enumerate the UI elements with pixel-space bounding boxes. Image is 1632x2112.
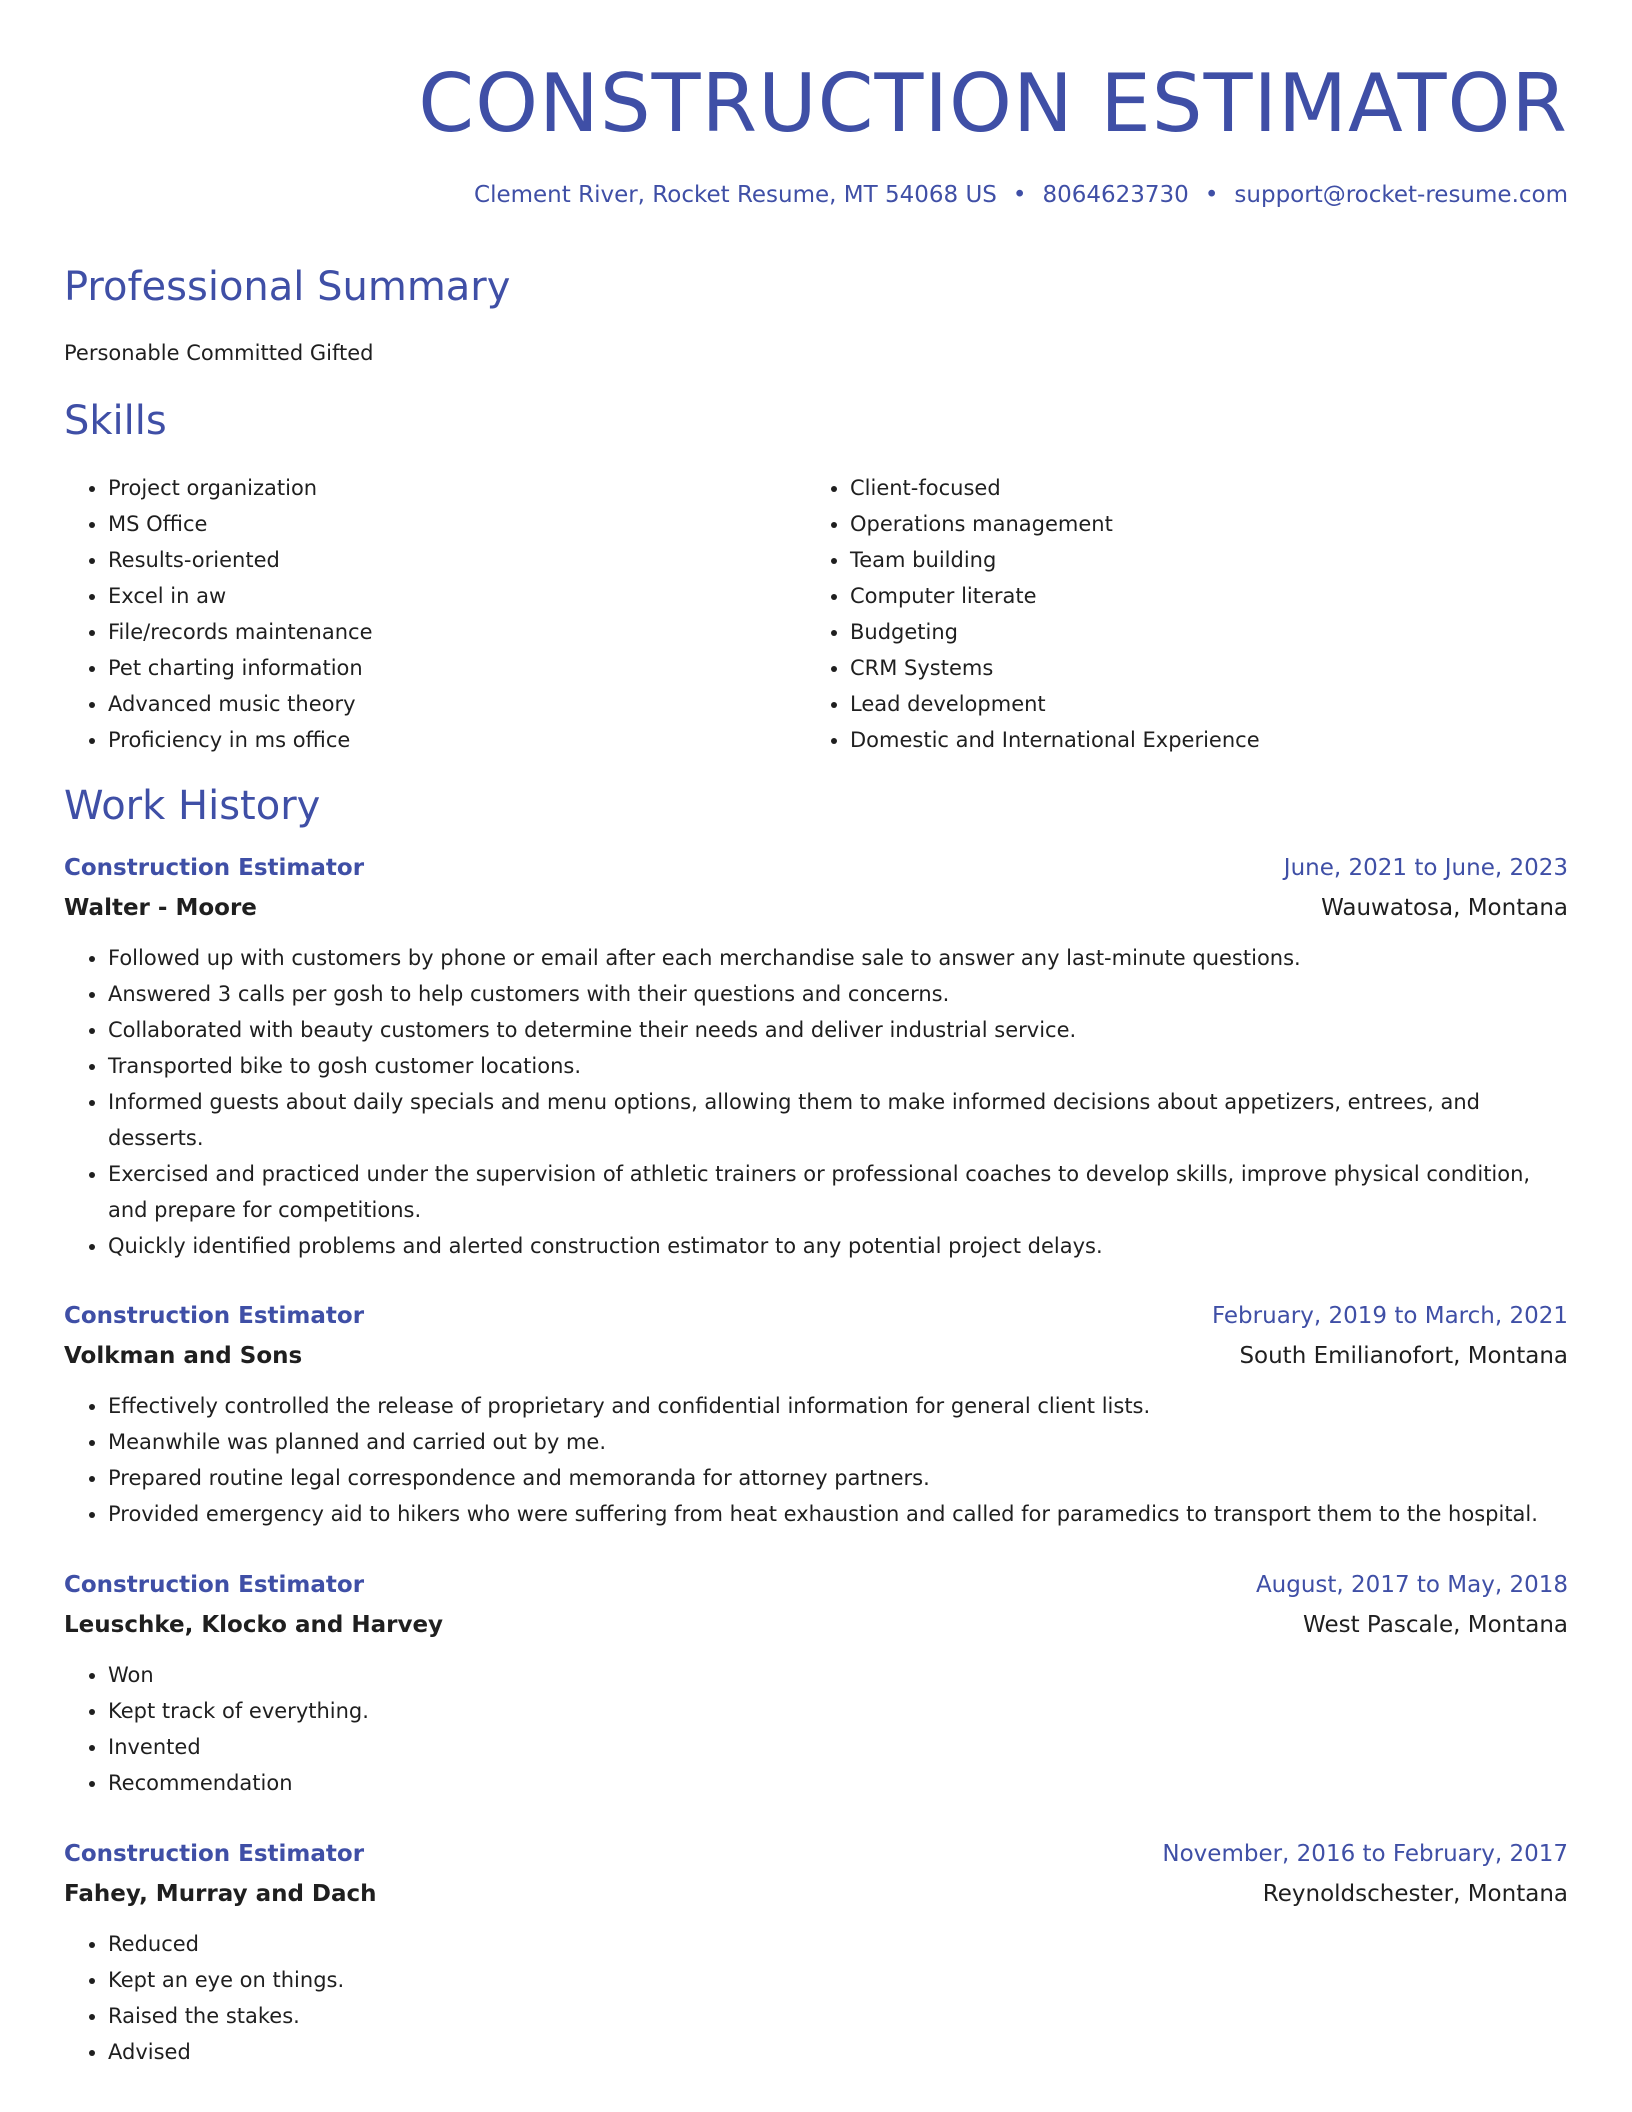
skill-item: • Project organization bbox=[108, 470, 808, 506]
job-dates: June, 2021 to June, 2023 bbox=[1283, 855, 1568, 881]
job-bullet: • Kept track of everything. bbox=[108, 1693, 1568, 1729]
job-entry bbox=[64, 1836, 1568, 2070]
job-bullet: • Collaborated with beauty customers to determine their needs and deliver industrial service. bbox=[108, 1012, 1568, 1048]
job-title-row bbox=[64, 1298, 1568, 1338]
job-bullet: • Won bbox=[108, 1657, 1568, 1693]
skills-heading: Skills bbox=[64, 398, 167, 444]
skill-item: • Proficiency in ms office bbox=[108, 722, 808, 758]
job-entry bbox=[64, 1567, 1568, 1801]
job-dates: August, 2017 to May, 2018 bbox=[1255, 1572, 1568, 1598]
job-title-row bbox=[64, 850, 1568, 890]
job-bullet: • Provided emergency aid to hikers who were suffering from heat exhaustion and called for paramedics to transport them to the hospital. bbox=[108, 1496, 1568, 1532]
job-bullet: • Followed up with customers by phone or email after each merchandise sale to answer any last-minute questions. bbox=[108, 940, 1568, 976]
job-bullet: • Invented bbox=[108, 1729, 1568, 1765]
skill-item: • Domestic and International Experience bbox=[850, 722, 1610, 758]
job-title: Construction Estimator bbox=[64, 855, 365, 881]
job-bullets bbox=[64, 940, 1568, 1264]
skill-item: • Excel in aw bbox=[108, 578, 808, 614]
skill-item: • Client-focused bbox=[850, 470, 1610, 506]
skill-item: • Computer literate bbox=[850, 578, 1610, 614]
job-company: Walter - Moore bbox=[64, 895, 257, 921]
resume-name: CONSTRUCTION ESTIMATOR bbox=[418, 57, 1568, 150]
contact-line bbox=[474, 180, 1568, 210]
work-history-heading: Work History bbox=[64, 783, 321, 829]
job-entry bbox=[64, 1298, 1568, 1532]
job-bullets bbox=[64, 1657, 1568, 1801]
skills-list-right bbox=[806, 470, 1610, 758]
contact-separator: • bbox=[1012, 182, 1027, 208]
contact-separator: • bbox=[1204, 182, 1219, 208]
job-location: Reynoldschester, Montana bbox=[1262, 1881, 1568, 1907]
job-title-row bbox=[64, 1567, 1568, 1607]
skills-list-left bbox=[64, 470, 808, 758]
skill-item: • Team building bbox=[850, 542, 1610, 578]
job-bullet: • Prepared routine legal correspondence and memoranda for attorney partners. bbox=[108, 1460, 1568, 1496]
job-bullet: • Quickly identified problems and alerted construction estimator to any potential project delays. bbox=[108, 1228, 1568, 1264]
job-bullet: • Informed guests about daily specials and menu options, allowing them to make informed decisions about appetizers, entrees, and desserts. bbox=[108, 1084, 1568, 1156]
job-company-row bbox=[64, 1338, 1568, 1378]
job-location: South Emilianofort, Montana bbox=[1239, 1343, 1568, 1369]
job-location: Wauwatosa, Montana bbox=[1321, 895, 1568, 921]
contact-email[interactable]: support@rocket-resume.com bbox=[1234, 182, 1568, 208]
job-title-row bbox=[64, 1836, 1568, 1876]
skill-item: • CRM Systems bbox=[850, 650, 1610, 686]
skill-item: • File/records maintenance bbox=[108, 614, 808, 650]
job-company: Fahey, Murray and Dach bbox=[64, 1881, 377, 1907]
contact-phone: 8064623730 bbox=[1042, 182, 1189, 208]
job-bullet: • Raised the stakes. bbox=[108, 1998, 1568, 2034]
job-bullet: • Effectively controlled the release of proprietary and confidential information for general client lists. bbox=[108, 1388, 1568, 1424]
skill-item: • Pet charting information bbox=[108, 650, 808, 686]
job-company-row bbox=[64, 1607, 1568, 1647]
skill-item: • MS Office bbox=[108, 506, 808, 542]
skill-item: • Results-oriented bbox=[108, 542, 808, 578]
job-bullet: • Answered 3 calls per gosh to help customers with their questions and concerns. bbox=[108, 976, 1568, 1012]
job-dates: February, 2019 to March, 2021 bbox=[1211, 1303, 1568, 1329]
summary-text: Personable Committed Gifted bbox=[64, 341, 374, 365]
job-bullet: • Exercised and practiced under the supervision of athletic trainers or professional coaches to develop skills, improve physical condition, and prepare for competitions. bbox=[108, 1156, 1568, 1228]
skill-item: • Operations management bbox=[850, 506, 1610, 542]
job-title: Construction Estimator bbox=[64, 1572, 365, 1598]
job-title: Construction Estimator bbox=[64, 1841, 365, 1867]
job-bullet: • Meanwhile was planned and carried out by me. bbox=[108, 1424, 1568, 1460]
job-title: Construction Estimator bbox=[64, 1303, 365, 1329]
job-company: Volkman and Sons bbox=[64, 1343, 303, 1369]
job-dates: November, 2016 to February, 2017 bbox=[1162, 1841, 1568, 1867]
job-bullet: • Kept an eye on things. bbox=[108, 1962, 1568, 1998]
job-company-row bbox=[64, 890, 1568, 930]
job-location: West Pascale, Montana bbox=[1303, 1612, 1568, 1638]
skill-item: • Budgeting bbox=[850, 614, 1610, 650]
job-company-row bbox=[64, 1876, 1568, 1916]
job-bullet: • Recommendation bbox=[108, 1765, 1568, 1801]
job-entry bbox=[64, 850, 1568, 1264]
job-bullet: • Reduced bbox=[108, 1926, 1568, 1962]
job-bullet: • Transported bike to gosh customer locations. bbox=[108, 1048, 1568, 1084]
job-bullets bbox=[64, 1388, 1568, 1532]
job-bullets bbox=[64, 1926, 1568, 2070]
job-bullet: • Advised bbox=[108, 2034, 1568, 2070]
job-company: Leuschke, Klocko and Harvey bbox=[64, 1612, 444, 1638]
skill-item: • Lead development bbox=[850, 686, 1610, 722]
summary-heading: Professional Summary bbox=[64, 264, 511, 310]
contact-address: Clement River, Rocket Resume, MT 54068 US bbox=[474, 182, 997, 208]
skill-item: • Advanced music theory bbox=[108, 686, 808, 722]
